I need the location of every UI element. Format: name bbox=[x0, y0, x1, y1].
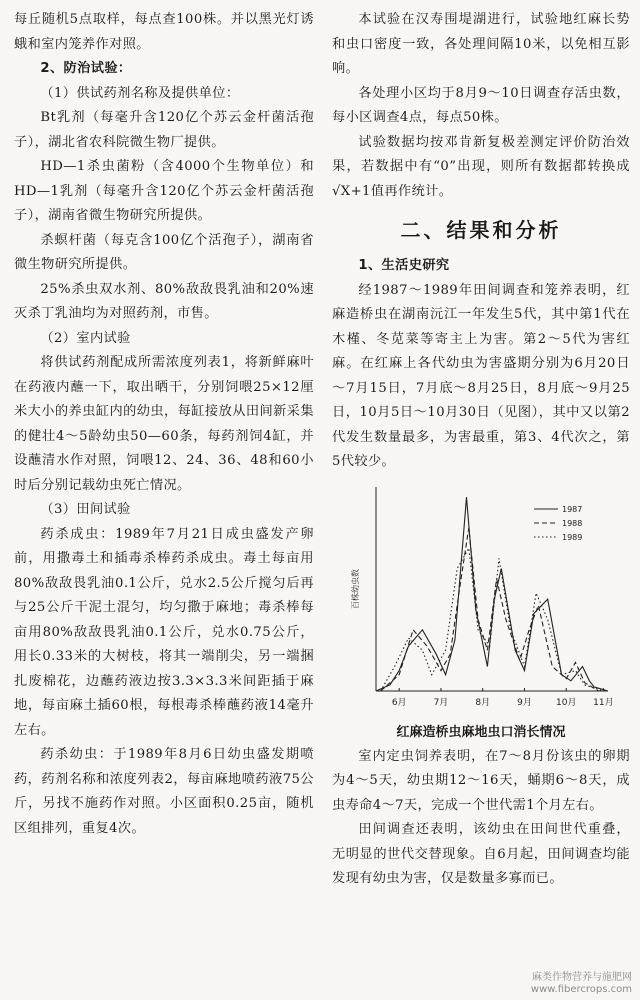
x-tick-label: 8月 bbox=[475, 697, 491, 708]
paragraph: HD—1杀虫菌粉（含4000个生物单位）和HD—1乳剂（每毫升含120亿个苏云金杆菌活孢子），湖南省微生物研究所提供。 bbox=[14, 159, 314, 223]
paragraph: 经1987～1989年田间调查和笼养表明，红麻造桥虫在湖南沅江一年发生5代，其中第1代在木槿、冬苋菜等寄主上为害。第2～5代为害红麻。在红麻上各代幼虫为害盛期分别为6月20日～7月15日，7月底～8月25日，8月底～9月25日，10月5日～10月30日（见图），其中又以第2代发生数量最多，为害最重，第3、4代次之，第5代较少。 bbox=[332, 282, 630, 469]
legend-label: 1988 bbox=[562, 518, 583, 528]
watermark bbox=[531, 972, 632, 996]
paragraph: 25%杀虫双水剂、80%敌敌畏乳油和20%速灭杀丁乳油均为对照药剂，市售。 bbox=[14, 281, 314, 321]
subsection-heading: （3）田间试验 bbox=[40, 502, 131, 517]
x-tick-label: 10月 bbox=[556, 697, 577, 708]
right-column bbox=[332, 8, 630, 892]
x-tick-label: 9月 bbox=[517, 697, 532, 708]
subsection-heading-life: 1、生活史研究 bbox=[358, 258, 450, 273]
y-axis-label: 百株幼虫数 bbox=[351, 568, 360, 609]
x-tick-label: 7月 bbox=[433, 697, 449, 708]
population-chart bbox=[346, 479, 616, 719]
paragraph: 药杀成虫：1989年7月21日成虫盛发产卵前，用撒毒土和插毒杀棒药杀成虫。毒土每亩用80%敌敌畏乳油0.1公斤，兑水2.5公斤搅匀后再与25公斤干泥土混匀，均匀撒于麻地；毒杀棒每亩用80%敌敌畏乳油0.1公斤，兑水0.75公斤，用长0.33米的大树枝，将其一端削尖，另一端捆扎废棉花，边蘸药液边按3.3×3.3米间距插于麻地，每亩麻土插60根，每根毒杀棒蘸药液14毫升左右。 bbox=[14, 526, 314, 738]
paragraph: 药杀幼虫：于1989年8月6日幼虫盛发期喷药，药剂名称和浓度列表2，每亩麻地喷药液75公斤，另找不施药作对照。小区面积0.25亩，随机区组排列，重复4次。 bbox=[14, 747, 314, 836]
paragraph: 室内定虫饲养表明，在7～8月份该虫的卵期为4～5天，幼虫期12～16天，蛹期6～8天，成虫寿命4～7天，完成一个世代需1个月左右。 bbox=[332, 748, 630, 813]
section-heading-results: 二、结果和分析 bbox=[400, 218, 562, 242]
subsection-heading: （1）供试药剂名称及提供单位： bbox=[40, 85, 240, 101]
watermark-line: www.fibercrops.com bbox=[530, 984, 632, 995]
left-column bbox=[14, 8, 314, 841]
paragraph: 杀螟杆菌（每克含100亿个活孢子），湖南省微生物研究所提供。 bbox=[14, 232, 314, 272]
series-line-1988 bbox=[381, 527, 599, 690]
paragraph: 将供试药剂配成所需浓度列表1，将新鲜麻叶在药液内蘸一下，取出晒干，分别饲喂25×12厘米大小的养虫缸内的幼虫，每缸接放从田间新采集的健壮4～5龄幼虫50—60条，每药剂饲4缸，并设蘸清水作对照，饲喂12、24、36、48和60小时后分别记载幼虫死亡情况。 bbox=[14, 355, 314, 493]
legend-label: 1989 bbox=[562, 532, 583, 542]
legend-label: 1987 bbox=[562, 504, 583, 514]
paragraph: 每丘随机5点取样，每点查100株。并以黑光灯诱蛾和室内笼养作对照。 bbox=[14, 12, 314, 52]
figure-caption: 红麻造桥虫麻地虫口消长情况 bbox=[396, 724, 566, 740]
watermark-line: 麻类作物营养与施肥网 bbox=[532, 972, 632, 983]
paragraph: 田间调查还表明，该幼虫在田间世代重叠，无明显的世代交替现象。自6月起，田间调查均能发现有幼虫为害，仅是数量多寡而已。 bbox=[332, 822, 630, 886]
paragraph: Bt乳剂（每毫升含120亿个苏云金杆菌活孢子），湖北省农科院微生物厂提供。 bbox=[14, 110, 314, 150]
subsection-heading: （2）室内试验 bbox=[40, 330, 131, 346]
paragraph: 本试验在汉寿围堤湖进行，试验地红麻长势和虫口密度一致，各处理间隔10米，以免相互影响。 bbox=[332, 12, 630, 76]
paragraph: 试验数据均按邓肯新复极差测定评价防治效果，若数据中有“0”出现，则所有数据都转换成√X+1值再作统计。 bbox=[332, 134, 630, 199]
x-tick-label: 6月 bbox=[391, 697, 407, 708]
x-tick-label: 11月 bbox=[593, 697, 614, 708]
paragraph: 各处理小区均于8月9～10日调查存活虫数，每小区调查4点，每点50株。 bbox=[332, 85, 630, 125]
section-heading-control: 2、防治试验： bbox=[40, 61, 132, 76]
